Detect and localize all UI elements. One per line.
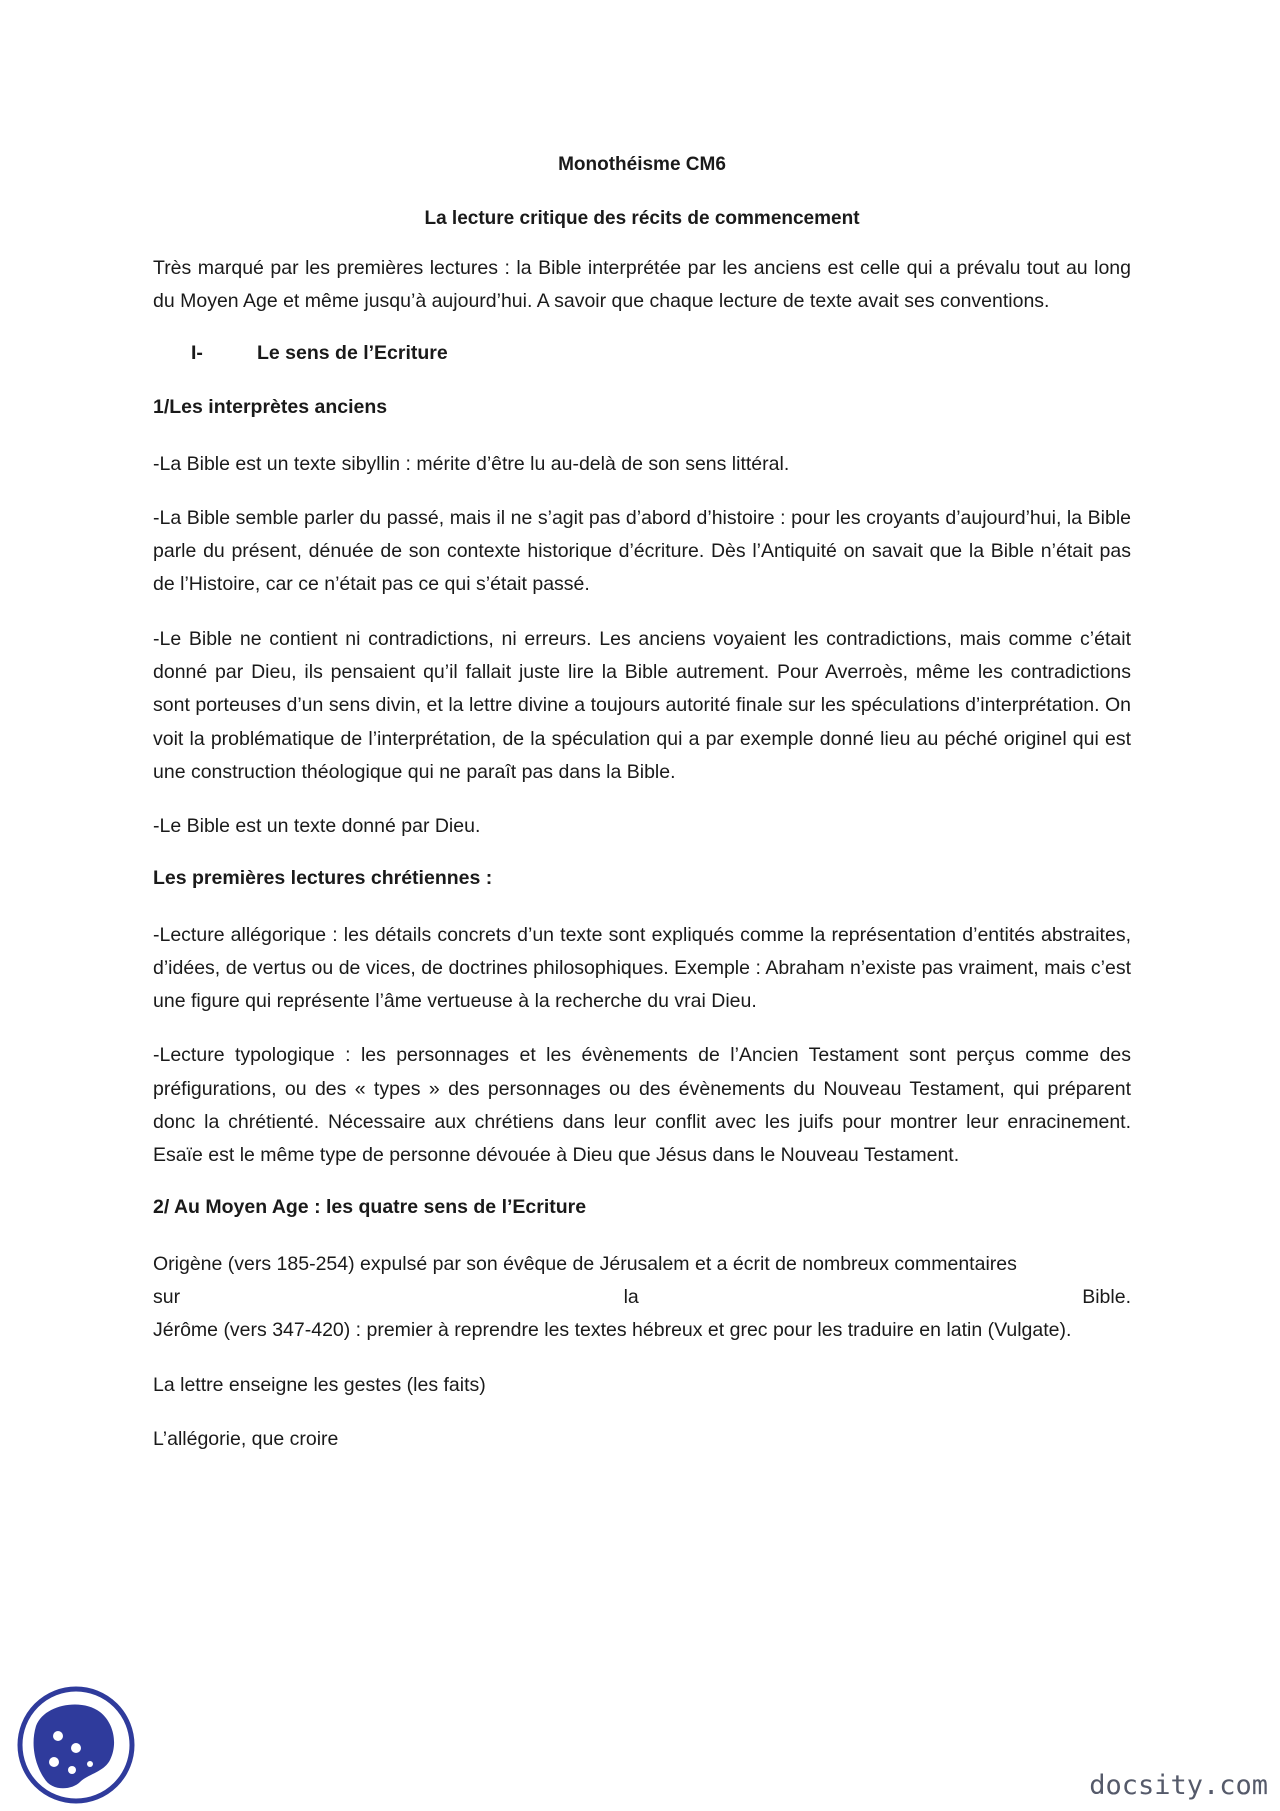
paragraph-origene-jerome bbox=[153, 1248, 1131, 1348]
word-bible: Bible. bbox=[1082, 1285, 1131, 1308]
paragraph-contradictions: -Le Bible ne contient ni contradictions, ni erreurs. Les anciens voyaient les contradictions, mais comme c’était donné par Dieu, ils pensaient qu’il fallait juste lire la Bible autrement. Pour Averroès, même les contradictions sont porteuses d’un sens divin, et la lettre divine a toujours autorité finale sur les spéculations d’interprétation. On voit la problématique de l’interprétation, de la spéculation qui a par exemple donné lieu au péché originel qui est une construction théologique qui ne paraît pas dans la Bible. bbox=[153, 627, 1131, 783]
jerome-line: Jérôme (vers 347-420) : premier à reprendre les textes hébreux et grec pour les traduire en latin (Vulgate). bbox=[153, 1319, 1072, 1342]
paragraph-lettre: La lettre enseigne les gestes (les faits) bbox=[153, 1373, 486, 1396]
word-la: la bbox=[623, 1285, 639, 1308]
origene-line: Origène (vers 185-254) expulsé par son évêque de Jérusalem et a écrit de nombreux commentaires bbox=[153, 1252, 1017, 1275]
paragraph-allegorie: L’allégorie, que croire bbox=[153, 1427, 339, 1450]
paragraph-allegorique: -Lecture allégorique : les détails concrets d’un texte sont expliqués comme la représentation d’entités abstraites, d’idées, de vertus ou de vices, de doctrines philosophiques. Exemple : Abraham n’existe pas vraiment, mais c’est une figure qui représente l’âme vertueuse à la recherche du vrai Dieu. bbox=[153, 923, 1131, 1013]
paragraph-donne-par-dieu: -Le Bible est un texte donné par Dieu. bbox=[153, 815, 481, 838]
subheading-moyen-age: 2/ Au Moyen Age : les quatre sens de l’Ecriture bbox=[153, 1195, 587, 1218]
subheading-interpretes: 1/Les interprètes anciens bbox=[153, 395, 388, 418]
paragraph-typologique: -Lecture typologique : les personnages et les évènements de l’Ancien Testament sont perçus comme des préfigurations, ou des « types » des personnages ou des évènements du Nouveau Testament, qui préparent donc la chrétienté. Nécessaire aux chrétiens dans leur conflit avec les juifs pour montrer leur enracinement. Esaïe est le même type de personne dévouée à Dieu que Jésus dans le Nouveau Testament. bbox=[153, 1044, 1131, 1167]
word-sur: sur bbox=[153, 1285, 181, 1308]
subheading-lectures-chretiennes: Les premières lectures chrétiennes : bbox=[153, 866, 493, 889]
docsity-logo-icon bbox=[14, 1686, 138, 1804]
section-title: Le sens de l’Ecriture bbox=[257, 341, 448, 364]
document-title: Monothéisme CM6 bbox=[558, 154, 726, 175]
paragraph-sibyllin: -La Bible est un texte sibyllin : mérite d’être lu au-delà de son sens littéral. bbox=[153, 452, 790, 475]
document-subtitle: La lecture critique des récits de commencement bbox=[424, 208, 860, 229]
docsity-brand[interactable]: docsity.com bbox=[1089, 1770, 1268, 1801]
spread-line bbox=[153, 1281, 1131, 1314]
paragraph-passe: -La Bible semble parler du passé, mais il ne s’agit pas d’abord d’histoire : pour les croyants d’aujourd’hui, la Bible parle du présent, dénuée de son contexte historique d’écriture. Dès l’Antiquité on savait que la Bible n’était pas de l’Histoire, car ce n’était pas ce qui s’était passé. bbox=[153, 506, 1131, 596]
section-number: I- bbox=[191, 341, 203, 364]
intro-paragraph: Très marqué par les premières lectures : la Bible interprétée par les anciens est celle qui a prévalu tout au long du Moyen Age et même jusqu’à aujourd’hui. A savoir que chaque lecture de texte avait ses conventions. bbox=[153, 257, 1131, 313]
section-heading-1 bbox=[153, 340, 1131, 366]
document-page bbox=[153, 152, 1131, 1477]
